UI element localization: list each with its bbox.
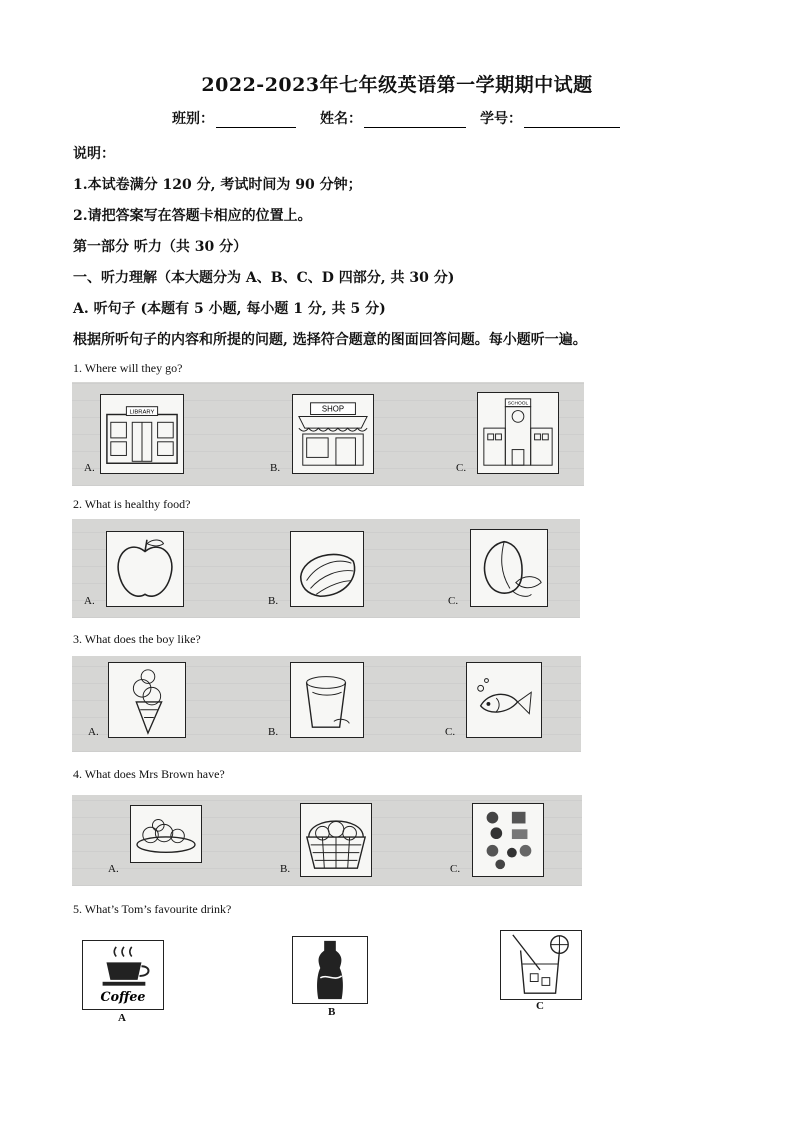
- option-a[interactable]: A.: [84, 595, 95, 607]
- option-b[interactable]: B: [328, 1006, 336, 1018]
- question-3: 3. What does the boy like?: [73, 632, 201, 646]
- question-1-image-strip: [72, 382, 584, 486]
- peach-icon: [470, 529, 548, 607]
- class-label: 班别：: [172, 111, 214, 127]
- coffee-icon: [82, 940, 164, 1010]
- option-c[interactable]: C.: [456, 462, 467, 474]
- juice-icon: [500, 930, 582, 1000]
- page-title: 2022-2023年七年级英语第一学期期中试题: [201, 74, 593, 96]
- option-c[interactable]: C.: [448, 595, 459, 607]
- ice-cream-icon: [108, 662, 186, 738]
- option-b[interactable]: B.: [280, 863, 291, 875]
- question-2-image-strip: [72, 519, 580, 618]
- shop-icon: [292, 394, 374, 474]
- instructions-heading: 说明：: [73, 146, 115, 162]
- part-a-heading: A. 听句子 (本题有 5 小题, 每小题 1 分, 共 5 分): [73, 301, 386, 317]
- class-field[interactable]: [172, 108, 296, 128]
- student-id-label: 学号：: [480, 111, 522, 127]
- question-1: 1. Where will they go?: [73, 361, 183, 375]
- question-4: 4. What does Mrs Brown have?: [73, 767, 225, 781]
- name-blank[interactable]: [364, 112, 466, 128]
- question-3-image-strip: [72, 656, 581, 752]
- directions: 根据所听句子的内容和所提的问题, 选择符合题意的图面回答问题。每小题听一遍。: [73, 332, 587, 348]
- popcorn-icon: [290, 662, 364, 738]
- listening-heading: 一、听力理解（本大题分为 A、B、C、D 四部分, 共 30 分): [73, 270, 455, 286]
- option-c[interactable]: C.: [450, 863, 461, 875]
- question-5: 5. What’s Tom’s favourite drink?: [73, 902, 232, 916]
- starfruit-icon: [290, 531, 364, 607]
- svg-text:Coffee: Coffee: [100, 989, 146, 1005]
- name-label: 姓名：: [320, 111, 362, 127]
- option-a[interactable]: A: [118, 1012, 126, 1024]
- fish-icon: [466, 662, 542, 738]
- question-2: 2. What is healthy food?: [73, 497, 191, 511]
- apple-icon: [106, 531, 184, 607]
- class-blank[interactable]: [216, 112, 296, 128]
- question-4-image-strip: [72, 795, 582, 886]
- instruction-line-2: 2.请把答案写在答题卡相应的位置上。: [73, 208, 312, 224]
- school-icon: [477, 392, 559, 474]
- cola-icon: [292, 936, 368, 1004]
- fruit-plate-icon: [130, 805, 202, 863]
- option-c[interactable]: C.: [445, 726, 456, 738]
- library-icon: [100, 394, 184, 474]
- svg-text:SCHOOL: SCHOOL: [507, 401, 529, 407]
- option-b[interactable]: B.: [268, 726, 279, 738]
- basket-icon: [300, 803, 372, 877]
- option-b[interactable]: B.: [270, 462, 281, 474]
- option-a[interactable]: A.: [84, 462, 95, 474]
- svg-text:SHOP: SHOP: [321, 404, 345, 414]
- instruction-line-1: 1.本试卷满分 120 分, 考试时间为 90 分钟；: [73, 177, 362, 193]
- sweets-icon: [472, 803, 544, 877]
- option-c[interactable]: C: [536, 1000, 544, 1012]
- student-id-blank[interactable]: [524, 112, 620, 128]
- question-5-image-strip: [72, 926, 584, 1022]
- name-field[interactable]: [320, 108, 466, 128]
- option-a[interactable]: A.: [108, 863, 119, 875]
- student-id-field[interactable]: [480, 108, 620, 128]
- option-b[interactable]: B.: [268, 595, 279, 607]
- part-one-heading: 第一部分 听力（共 30 分）: [73, 239, 248, 255]
- option-a[interactable]: A.: [88, 726, 99, 738]
- svg-text:LIBRARY: LIBRARY: [129, 409, 155, 416]
